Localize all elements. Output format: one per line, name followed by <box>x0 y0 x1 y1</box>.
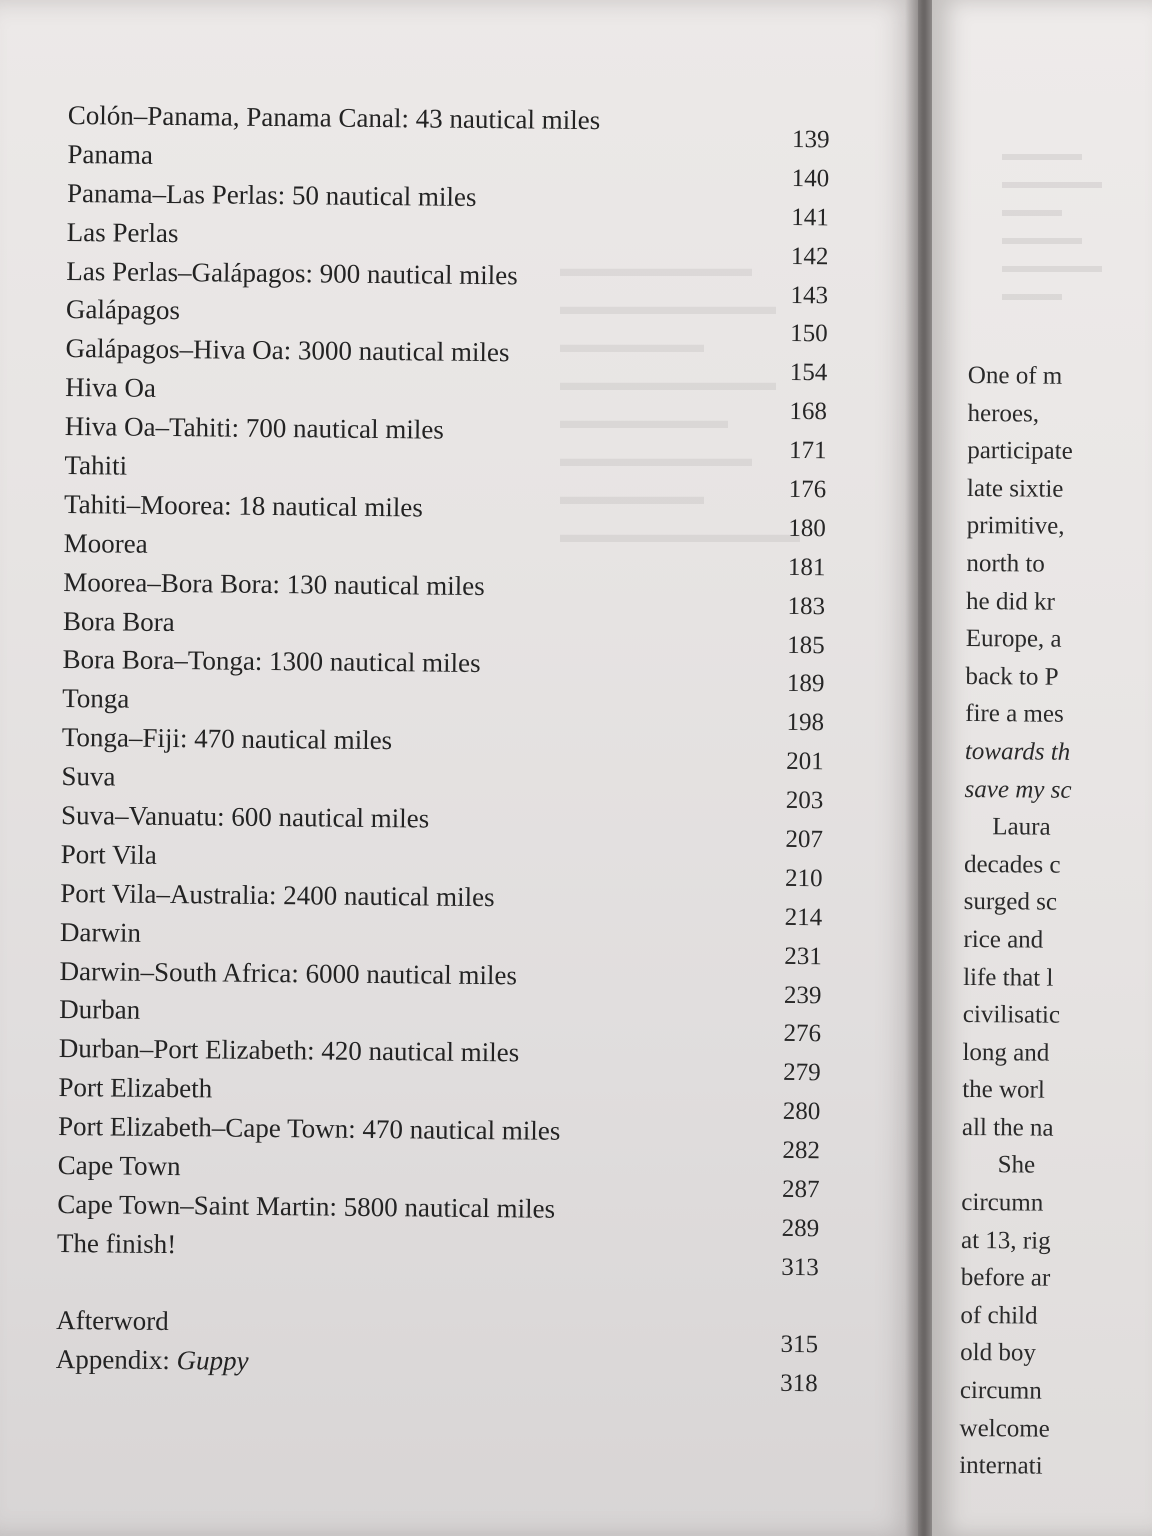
right-page-body-text <box>959 357 1152 1487</box>
toc-entry-page: 276 <box>783 1020 822 1048</box>
toc-entry-title: Bora Bora <box>62 605 175 637</box>
toc-entry-page: 231 <box>784 942 822 970</box>
text-line: decades c <box>963 850 1061 879</box>
toc-entry-title: Galápagos <box>65 294 181 326</box>
toc-entry-page: 198 <box>786 709 825 737</box>
text-line: back to P <box>965 662 1059 691</box>
toc-entry-page: 289 <box>781 1214 820 1243</box>
toc-entry-title: Durban <box>59 994 141 1026</box>
text-line: rice and <box>963 925 1044 954</box>
toc-entry-title: Las Perlas–Galápagos: 900 nautical miles <box>66 255 518 290</box>
toc-entry-page: 282 <box>782 1137 821 1165</box>
toc-entry-page: 280 <box>782 1098 821 1126</box>
toc-entry-title: Suva–Vanuatu: 600 nautical miles <box>60 799 430 834</box>
toc-entry-title: Afterword <box>56 1304 169 1336</box>
toc-entry-page: 201 <box>786 748 824 776</box>
appendix-italic-title: Guppy <box>176 1344 249 1376</box>
toc-entry-page: 139 <box>791 125 830 154</box>
text-line: participate <box>967 437 1073 466</box>
toc-entry-page: 189 <box>786 670 825 698</box>
toc-entry-page: 239 <box>783 981 822 1009</box>
toc-entry-page: 150 <box>790 320 828 348</box>
show-through-text: ▬▬▬▬ ▬▬▬▬▬ ▬▬▬ ▬▬▬▬ ▬▬▬▬▬ ▬▬▬ <box>1002 143 1102 305</box>
toc-entry-page: 142 <box>790 242 829 270</box>
toc-entry-page: 315 <box>780 1330 819 1358</box>
text-line: She <box>997 1151 1036 1180</box>
toc-entry-title <box>56 1340 249 1380</box>
table-of-contents <box>55 96 838 1397</box>
toc-entry-title: Port Vila–Australia: 2400 nautical miles <box>60 877 495 912</box>
toc-entry-page: 143 <box>790 281 829 309</box>
toc-entry-title: Cape Town <box>57 1149 181 1182</box>
toc-entry-title: Cape Town–Saint Martin: 5800 nautical miles <box>57 1188 556 1224</box>
text-line: towards th <box>964 737 1071 766</box>
toc-entry-page: 210 <box>784 864 823 893</box>
show-through-text: ▬▬▬▬▬▬▬▬ ▬▬▬▬▬▬▬▬▬ ▬▬▬▬▬▬ ▬▬▬▬▬▬▬▬▬ ▬▬▬▬▬▬▬ ▬▬▬▬▬▬▬▬ ▬▬▬▬▬▬ ▬▬▬▬▬▬▬▬▬▬ <box>560 256 800 548</box>
toc-entry-appendix <box>55 1340 826 1397</box>
toc-entry-page: 185 <box>787 631 825 659</box>
toc-entry-title: Panama <box>67 138 154 170</box>
toc-entry-title: Tonga–Fiji: 470 nautical miles <box>61 722 393 756</box>
text-line: of child <box>960 1301 1038 1330</box>
text-line: Laura <box>992 813 1051 841</box>
text-line: the worl <box>962 1076 1045 1104</box>
toc-entry-title: Bora Bora–Tonga: 1300 nautical miles <box>62 644 481 679</box>
toc-entry-page: 214 <box>784 903 823 932</box>
text-line: circumn <box>961 1189 1044 1217</box>
text-line: circumn <box>959 1376 1042 1405</box>
toc-entry-title: Galápagos–Hiva Oa: 3000 nautical miles <box>65 333 510 368</box>
toc-entry-page: 168 <box>789 398 828 426</box>
toc-entry-title: Darwin <box>59 916 142 948</box>
text-line: north to <box>966 549 1045 578</box>
text-line: old boy <box>960 1339 1036 1368</box>
text-line: internati <box>959 1452 1043 1480</box>
toc-entry-page: 207 <box>785 825 824 854</box>
right-page <box>932 0 1152 1536</box>
toc-entry-page: 279 <box>783 1059 821 1087</box>
text-line: civilisatic <box>962 1001 1061 1029</box>
toc-entry-title: Port Vila <box>60 838 158 870</box>
toc-entry-title: Hiva Oa–Tahiti: 700 nautical miles <box>64 411 444 445</box>
toc-entry-title: Las Perlas <box>66 216 179 248</box>
toc-entry-page: 171 <box>789 437 827 465</box>
toc-entry-title: Moorea <box>63 527 148 559</box>
text-line: fire a mes <box>965 700 1064 729</box>
toc-entry-title: Tahiti <box>64 449 128 481</box>
toc-entry-page: 318 <box>780 1369 818 1397</box>
toc-entry-title: Colón–Panama, Panama Canal: 43 nautical miles <box>67 99 601 136</box>
text-line: heroes, <box>967 399 1040 428</box>
text-line: long and <box>962 1038 1050 1067</box>
toc-entry-page: 180 <box>788 514 827 543</box>
toc-entry-page: 183 <box>787 592 826 620</box>
text-line: primitive, <box>966 512 1065 541</box>
toc-entry-page: 313 <box>781 1253 819 1282</box>
toc-entry-title: Suva <box>61 761 116 792</box>
text-line: welcome <box>959 1414 1050 1443</box>
toc-entry-title: The finish! <box>56 1227 177 1259</box>
text-line: all the na <box>961 1113 1054 1142</box>
toc-entry-title: Panama–Las Perlas: 50 nautical miles <box>66 177 477 212</box>
text-line: late sixtie <box>966 474 1064 503</box>
toc-entry-title: Port Elizabeth <box>58 1072 213 1104</box>
appendix-prefix: Appendix: <box>55 1343 177 1375</box>
toc-entry-page: 154 <box>789 359 828 387</box>
toc-entry-page: 181 <box>787 553 826 582</box>
toc-entry-title: Durban–Port Elizabeth: 420 nautical miles <box>58 1033 520 1068</box>
text-line: he did kr <box>965 587 1056 616</box>
toc-entry-page: 176 <box>788 475 827 504</box>
toc-entry-title: Tonga <box>62 683 130 714</box>
toc-entry-page: 287 <box>781 1175 820 1204</box>
toc-entry-title: Darwin–South Africa: 6000 nautical miles <box>59 955 518 990</box>
toc-entry-page: 140 <box>791 164 830 193</box>
toc-entry-title: Hiva Oa <box>65 372 157 404</box>
text-line: at 13, rig <box>960 1226 1051 1255</box>
toc-entry <box>56 1224 827 1282</box>
text-line: surged sc <box>963 888 1058 917</box>
text-line: before ar <box>960 1264 1051 1292</box>
text-line: Europe, a <box>965 625 1062 653</box>
toc-entry-page: 203 <box>785 787 824 815</box>
text-line: One of m <box>967 361 1063 390</box>
toc-entry-title: Moorea–Bora Bora: 130 nautical miles <box>63 566 485 601</box>
toc-entry-title: Tahiti–Moorea: 18 nautical miles <box>63 488 423 523</box>
toc-entry-page: 141 <box>791 203 829 232</box>
toc-entry-title: Port Elizabeth–Cape Town: 470 nautical miles <box>57 1111 561 1146</box>
text-line: save my sc <box>964 775 1072 804</box>
text-line: life that l <box>963 963 1054 992</box>
